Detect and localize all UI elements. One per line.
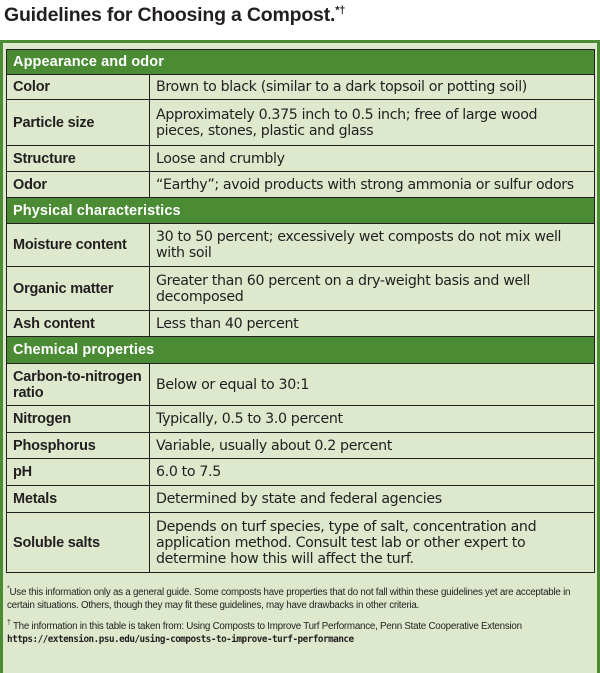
table-row xyxy=(7,224,595,267)
table-title xyxy=(4,4,345,27)
table-row xyxy=(7,311,595,337)
table-row xyxy=(7,486,595,513)
title-footnote-marks: *† xyxy=(335,4,346,17)
row-label: Color xyxy=(7,75,150,100)
row-value: “Earthy”; avoid products with strong ammonia or sulfur odors xyxy=(150,172,595,198)
row-label: Soluble salts xyxy=(7,513,150,573)
table-row xyxy=(7,513,595,573)
table-row xyxy=(7,433,595,459)
table-row xyxy=(7,364,595,406)
section-heading: Chemical properties xyxy=(7,337,595,364)
row-label: pH xyxy=(7,459,150,486)
table-row xyxy=(7,146,595,172)
row-label: Moisture content xyxy=(7,224,150,267)
footnote-source xyxy=(7,620,595,646)
row-label: Particle size xyxy=(7,100,150,146)
footnote-general xyxy=(7,586,595,612)
footnote-text: The information in this table is taken from: Using Composts to Improve Turf Performance, Penn State Cooperative Extension xyxy=(12,621,522,632)
row-label: Carbon-to-nitrogen ratio xyxy=(7,364,150,406)
row-value: Determined by state and federal agencies xyxy=(150,486,595,513)
table-row xyxy=(7,100,595,146)
row-label: Odor xyxy=(7,172,150,198)
row-value: Brown to black (similar to a dark topsoil or potting soil) xyxy=(150,75,595,100)
row-value: Approximately 0.375 inch to 0.5 inch; free of large wood pieces, stones, plastic and glass xyxy=(150,100,595,146)
footnote-mark: † xyxy=(7,619,11,627)
section-heading: Physical characteristics xyxy=(7,198,595,224)
row-value: Greater than 60 percent on a dry-weight basis and well decomposed xyxy=(150,267,595,311)
row-value: Less than 40 percent xyxy=(150,311,595,337)
row-label: Ash content xyxy=(7,311,150,337)
row-value: 6.0 to 7.5 xyxy=(150,459,595,486)
footnote-text: Use this information only as a general guide. Some composts have properties that do not fall within these guidelines yet are acceptable in certain situations. Others, though they may fit these guidelines, may have drawbacks in other criteria. xyxy=(7,587,571,611)
table-title-text: Guidelines for Choosing a Compost. xyxy=(4,4,336,26)
row-value: Variable, usually about 0.2 percent xyxy=(150,433,595,459)
guidelines-table xyxy=(6,49,595,573)
guidelines-panel xyxy=(0,40,600,673)
row-value: 30 to 50 percent; excessively wet composts do not mix well with soil xyxy=(150,224,595,267)
row-value: Depends on turf species, type of salt, concentration and application method. Consult test lab or other expert to determine how this will affect the turf. xyxy=(150,513,595,573)
table-row xyxy=(7,172,595,198)
section-header-chemical xyxy=(7,337,595,364)
table-row xyxy=(7,75,595,100)
row-label: Nitrogen xyxy=(7,406,150,433)
row-value: Typically, 0.5 to 3.0 percent xyxy=(150,406,595,433)
table-row xyxy=(7,406,595,433)
footnote-mark: * xyxy=(7,585,10,593)
table-row xyxy=(7,267,595,311)
row-label: Phosphorus xyxy=(7,433,150,459)
section-heading: Appearance and odor xyxy=(7,50,595,75)
source-url-link[interactable]: https://extension.psu.edu/using-composts-to-improve-turf-performance xyxy=(7,634,354,645)
row-value: Loose and crumbly xyxy=(150,146,595,172)
row-label: Structure xyxy=(7,146,150,172)
table-row xyxy=(7,459,595,486)
section-header-appearance xyxy=(7,50,595,75)
section-header-physical xyxy=(7,198,595,224)
row-label: Organic matter xyxy=(7,267,150,311)
row-value: Below or equal to 30:1 xyxy=(150,364,595,406)
row-label: Metals xyxy=(7,486,150,513)
